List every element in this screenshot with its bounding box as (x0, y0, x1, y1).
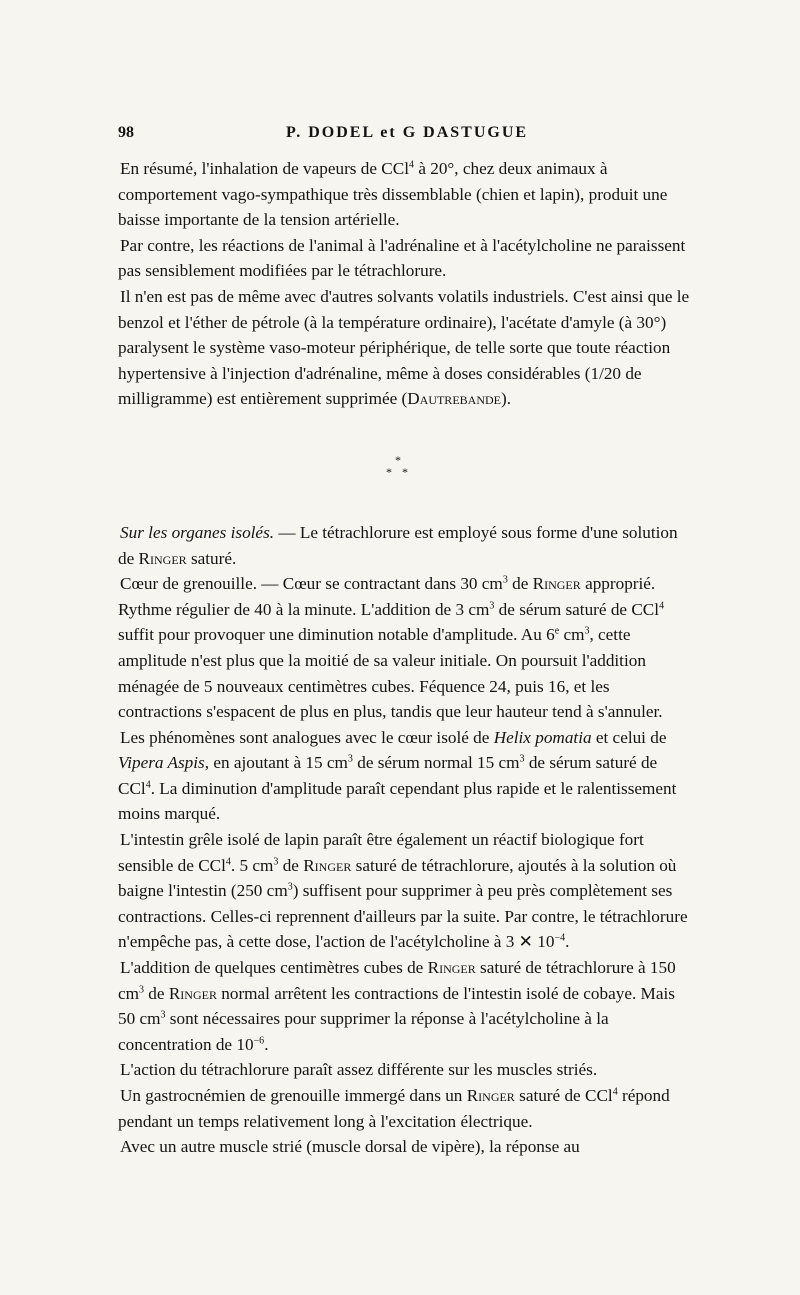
paragraph-summary: En résumé, l'inhalation de vapeurs de CCl$^4$ à 20°, chez deux animaux à comportement vago-sympathique très dissemblable (chien et lapin), produit une baisse importante de la tension artérielle. (118, 159, 668, 230)
paragraph-rabbit-intestine: L'intestin grêle isolé de lapin paraît être également un réactif biologique fort sensible de CCl$^4$. 5 $cm^3$ de Ringer saturé de tétrachlorure, ajoutés à la solution où baigne l'intestin (250 $cm^3$) suffisent pour supprimer à peu près complètement ses contractions. Celles-ci reprennent d'ailleurs par la suite. Par contre, le tétrachlorure n'empêche pas, à cette dose, l'action de l'acétylcholine à 3 ✕ $10^{-4}$. (118, 830, 688, 952)
paragraph-solvents: Il n'en est pas de même avec d'autres solvants volatils industriels. C'est ainsi que le benzol et l'éther de pétrole (à la température ordinaire), l'acétate d'amyle (à 30°) paralysent le système vaso-moteur périphérique, de telle sorte que toute réaction hypertensive à l'injection d'adrénaline, même à doses considérables (1/20 de milligramme) est entièrement supprimée (Dautrebande). (118, 286, 690, 409)
paragraph-gastrocnemius: Un gastrocnémien de grenouille immergé dans un Ringer saturé de CCl$^4$ répond pendant un temps relativement long à l'excitation électrique. (118, 1086, 670, 1131)
paragraph-frog-heart: Cœur de grenouille. — Cœur se contractant dans 30 $cm^3$ de Ringer approprié. Rythme régulier de 40 à la minute. L'addition de 3 $cm^3$ de sérum saturé de CCl$^4$ suffit pour provoquer une diminution notable d'amplitude. Au 6e $cm^3$, cette amplitude n'est plus que la moitié de sa valeur initiale. On poursuit l'addition ménagée de 5 nouveaux centimètres cubes. Féquence 24, puis 16, et les contractions s'espacent de plus en plus, tandis que leur hauteur tend à s'annuler. (118, 574, 665, 722)
paragraph-striated-muscle: L'action du tétrachlorure paraît assez différente sur les muscles striés. (120, 1060, 598, 1080)
running-head: P. DODEL et G DASTUGUE (285, 124, 529, 141)
paragraph-viper-muscle: Avec un autre muscle strié (muscle dorsal de vipère), la réponse au (120, 1137, 580, 1157)
section-separator: * * * (386, 452, 408, 479)
paragraph-guinea-pig: L'addition de quelques centimètres cubes de Ringer saturé de tétrachlorure à 150 $cm^3$ de Ringer normal arrêtent les contractions de l'intestin isolé de cobaye. Mais 50 $cm^3$ sont nécessaires pour supprimer la réponse à l'acétylcholine à la concentration de $10^{-6}$. (118, 958, 676, 1054)
body-text (118, 156, 696, 1160)
paragraph-isolated-organs: Sur les organes isolés. — Le tétrachlorure est employé sous forme d'une solution de Ringer saturé. (118, 522, 678, 568)
page-number: 98 (118, 124, 134, 141)
paragraph-helix-vipera: Les phénomènes sont analogues avec le cœur isolé de Helix pomatia et celui de Vipera Aspis, en ajoutant à 15 $cm^3$ de sérum normal 15 $cm^3$ de sérum saturé de CCl$^4$. La diminution d'amplitude paraît cependant plus rapide et le ralentissement moins marqué. (118, 727, 677, 824)
paragraph-adrenaline: Par contre, les réactions de l'animal à l'adrénaline et à l'acétylcholine ne paraissent pas sensiblement modifiées par le tétrachlorure. (118, 235, 686, 281)
page-header (118, 124, 696, 146)
